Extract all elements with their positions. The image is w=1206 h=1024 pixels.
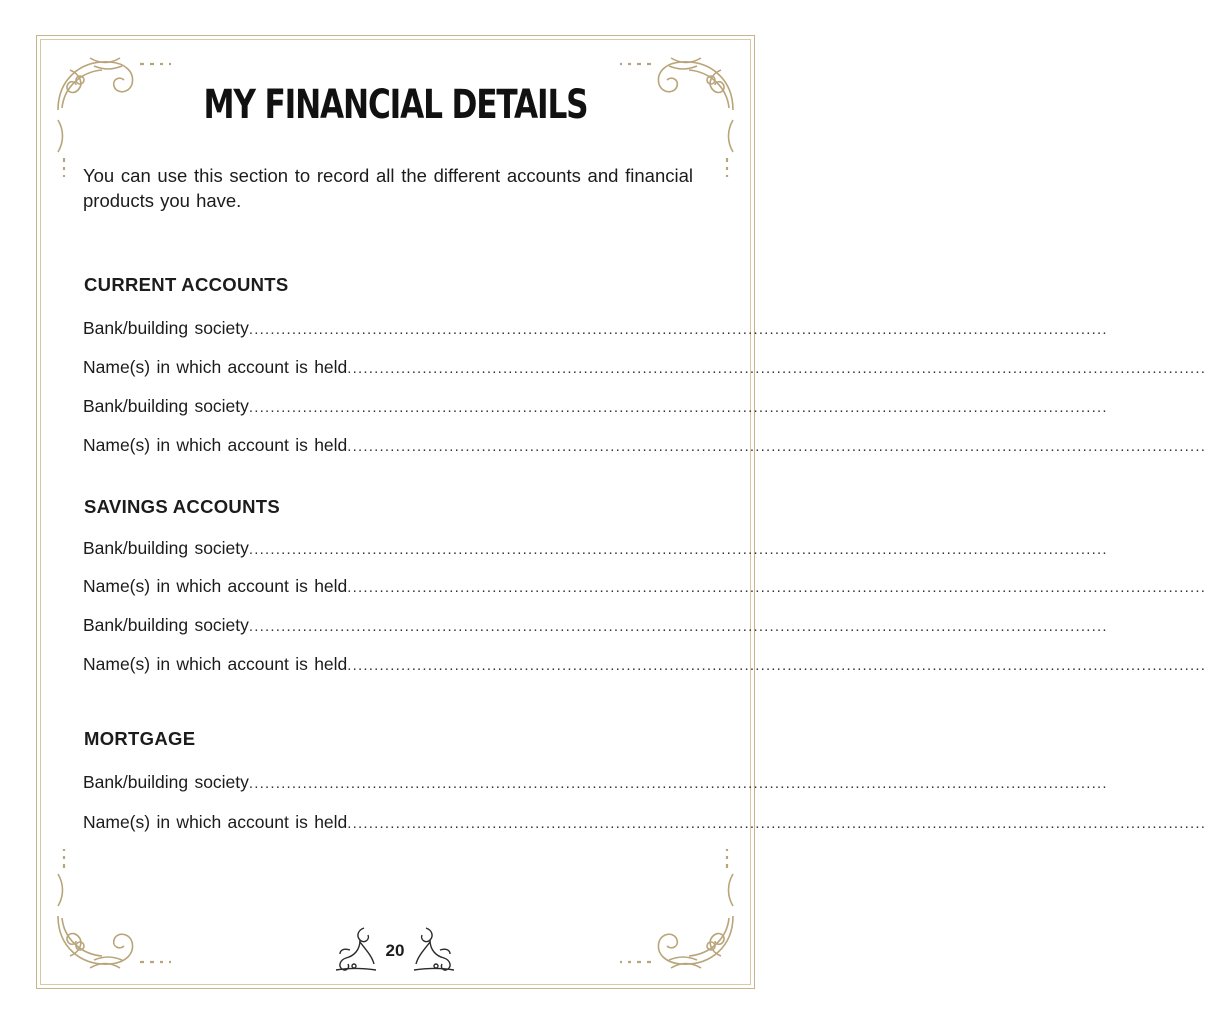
- form-line[interactable]: [83, 538, 1108, 562]
- fill-in-dots[interactable]: ................................................................................................................................................................: [347, 438, 1206, 455]
- form-line-label: Name(s) in which account is held: [83, 435, 348, 455]
- form-line[interactable]: [83, 357, 1206, 381]
- form-line[interactable]: [83, 772, 1108, 796]
- corner-flourish-icon: [611, 846, 741, 976]
- fleur-ornament-icon: [412, 922, 456, 981]
- section-heading-savings-accounts: SAVINGS ACCOUNTS: [84, 496, 280, 517]
- fill-in-dots[interactable]: ................................................................................................................................................................: [248, 399, 1108, 416]
- form-line-label: Name(s) in which account is held: [83, 576, 348, 596]
- fill-in-dots[interactable]: ................................................................................................................................................................: [347, 579, 1206, 596]
- page-title: MY FINANCIAL DETAILS: [203, 82, 588, 128]
- section-heading-current-accounts: CURRENT ACCOUNTS: [84, 274, 289, 295]
- form-line-label: Bank/building society: [83, 538, 249, 558]
- form-line-label: Bank/building society: [83, 396, 249, 416]
- form-line-label: Bank/building society: [83, 318, 249, 338]
- fill-in-dots[interactable]: ................................................................................................................................................................: [248, 775, 1108, 792]
- fill-in-dots[interactable]: ................................................................................................................................................................: [347, 657, 1206, 674]
- form-line-label: Name(s) in which account is held: [83, 357, 348, 377]
- form-line-label: Bank/building society: [83, 615, 249, 635]
- fill-in-dots[interactable]: ................................................................................................................................................................: [347, 815, 1206, 832]
- form-line[interactable]: [83, 812, 1206, 836]
- form-line[interactable]: [83, 435, 1206, 459]
- fleur-ornament-icon: [334, 922, 378, 981]
- form-line[interactable]: [83, 396, 1108, 420]
- corner-flourish-icon: [50, 846, 180, 976]
- fill-in-dots[interactable]: ................................................................................................................................................................: [248, 618, 1108, 635]
- page-footer: [325, 922, 465, 980]
- form-line-label: Name(s) in which account is held: [83, 654, 348, 674]
- form-line-label: Bank/building society: [83, 772, 249, 792]
- page-number: 20: [385, 941, 405, 960]
- form-line[interactable]: [83, 318, 1108, 342]
- fill-in-dots[interactable]: ................................................................................................................................................................: [248, 541, 1108, 558]
- form-line[interactable]: [83, 615, 1108, 639]
- intro-text: You can use this section to record all the different accounts and financial products you have.: [83, 165, 693, 211]
- form-line[interactable]: [83, 576, 1206, 600]
- section-heading-mortgage: MORTGAGE: [84, 728, 196, 749]
- fill-in-dots[interactable]: ................................................................................................................................................................: [248, 321, 1108, 338]
- form-line[interactable]: [83, 654, 1206, 678]
- fill-in-dots[interactable]: ................................................................................................................................................................: [347, 360, 1206, 377]
- form-line-label: Name(s) in which account is held: [83, 812, 348, 832]
